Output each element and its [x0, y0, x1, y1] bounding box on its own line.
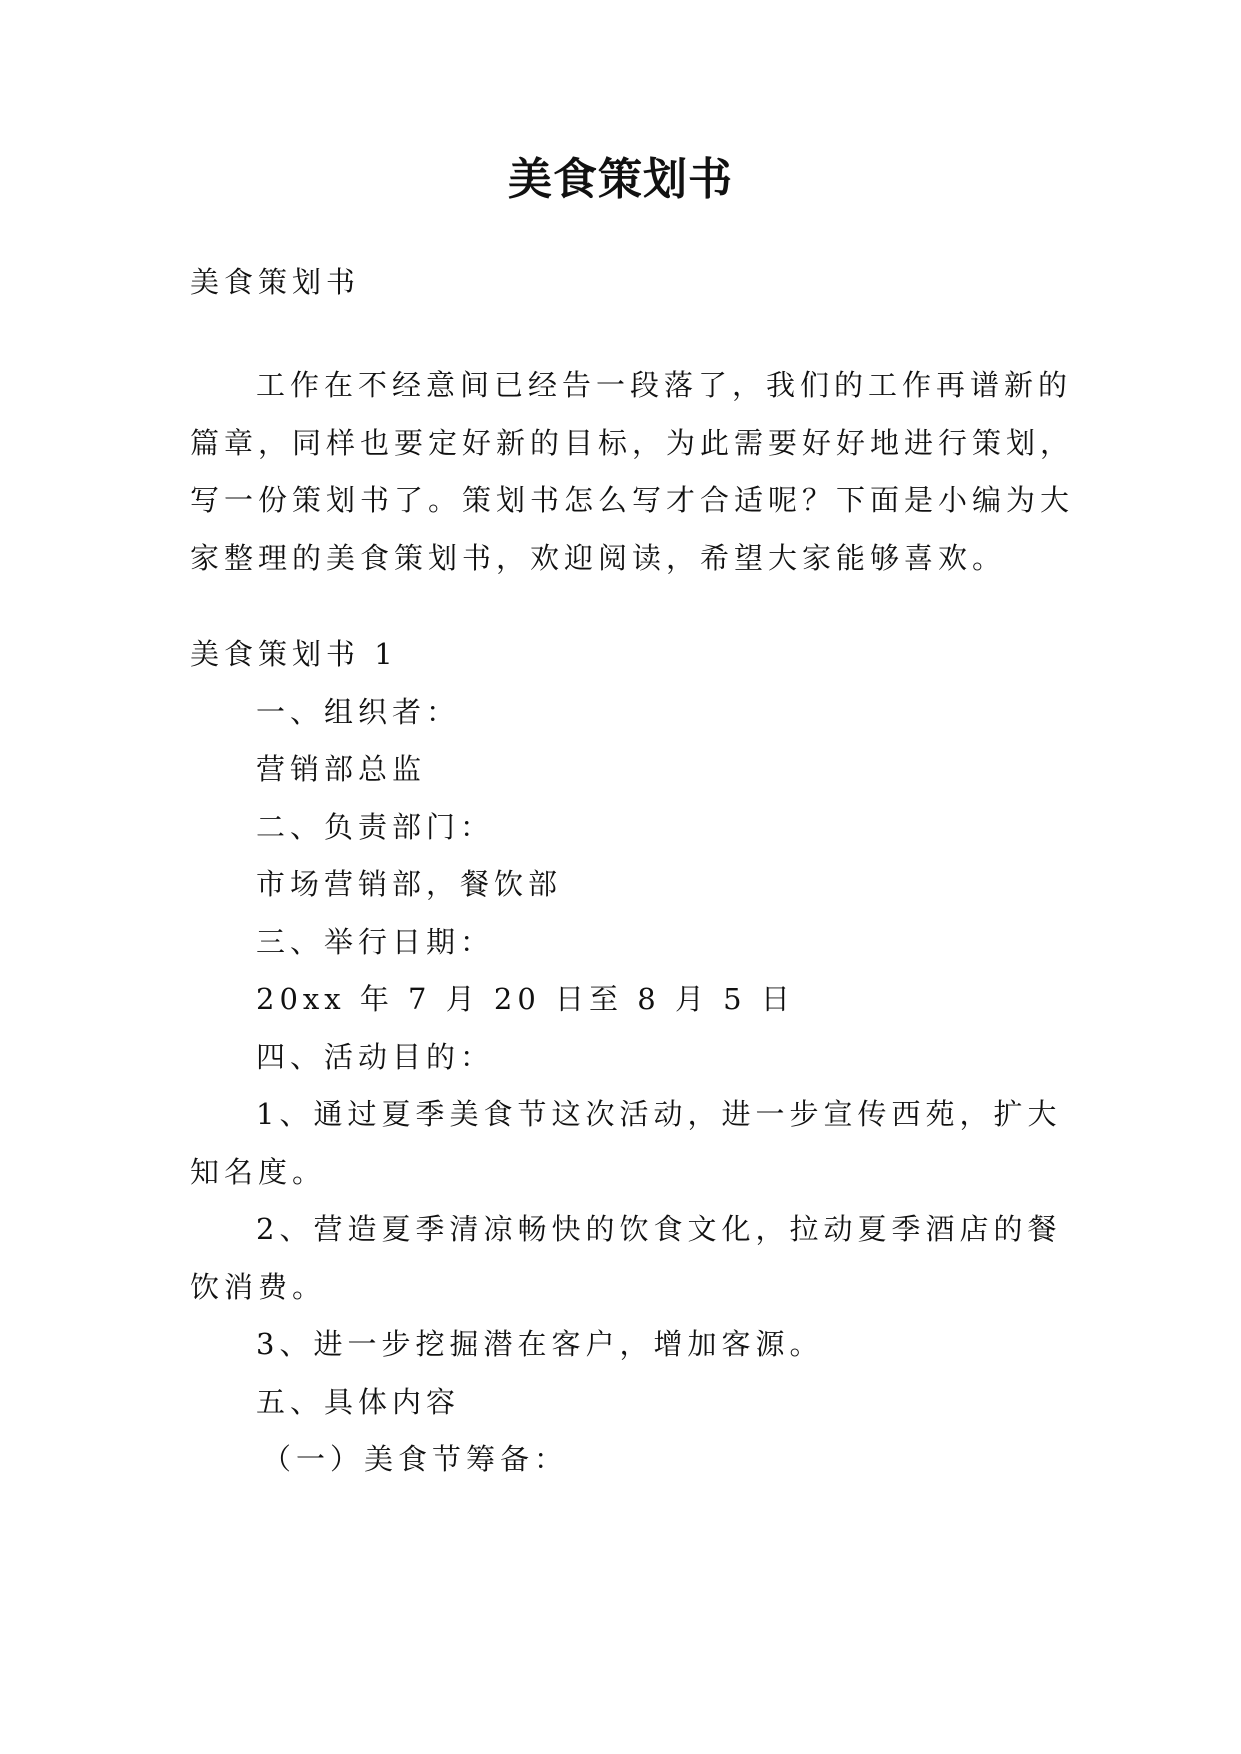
- item-organizer-value: 营销部总监: [256, 752, 427, 786]
- item-purpose-2-line-1: 2、营造夏季清凉畅快的饮食文化，拉动夏季酒店的餐: [256, 1212, 1062, 1246]
- section-heading: 美食策划书 1: [190, 637, 398, 671]
- intro-line-2: 篇章，同样也要定好新的目标，为此需要好好地进行策划，: [190, 426, 1075, 460]
- item-purpose-label: 四、活动目的：: [256, 1040, 495, 1074]
- item-department-value: 市场营销部，餐饮部: [256, 867, 563, 901]
- document-subtitle: 美食策划书: [190, 265, 361, 299]
- item-content-label: 五、具体内容: [256, 1385, 461, 1419]
- intro-line-3: 写一份策划书了。策划书怎么写才合适呢？下面是小编为大: [190, 483, 1075, 517]
- item-date-value: 20xx 年 7 月 20 日至 8 月 5 日: [256, 982, 795, 1016]
- item-organizer-label: 一、组织者：: [256, 695, 461, 729]
- item-purpose-1-line-2: 知名度。: [190, 1155, 327, 1189]
- intro-line-1: 工作在不经意间已经告一段落了，我们的工作再谱新的: [256, 368, 1073, 402]
- item-purpose-3: 3、进一步挖掘潜在客户，增加客源。: [256, 1327, 824, 1361]
- intro-line-4: 家整理的美食策划书，欢迎阅读，希望大家能够喜欢。: [190, 541, 1007, 575]
- item-purpose-2-line-2: 饮消费。: [190, 1270, 327, 1304]
- item-purpose-1-line-1: 1、通过夏季美食节这次活动，进一步宣传西苑，扩大: [256, 1097, 1062, 1131]
- item-preparation-label: （一）美食节筹备：: [262, 1442, 569, 1476]
- item-department-label: 二、负责部门：: [256, 810, 495, 844]
- item-date-label: 三、举行日期：: [256, 925, 495, 959]
- document-title: 美食策划书: [508, 154, 733, 205]
